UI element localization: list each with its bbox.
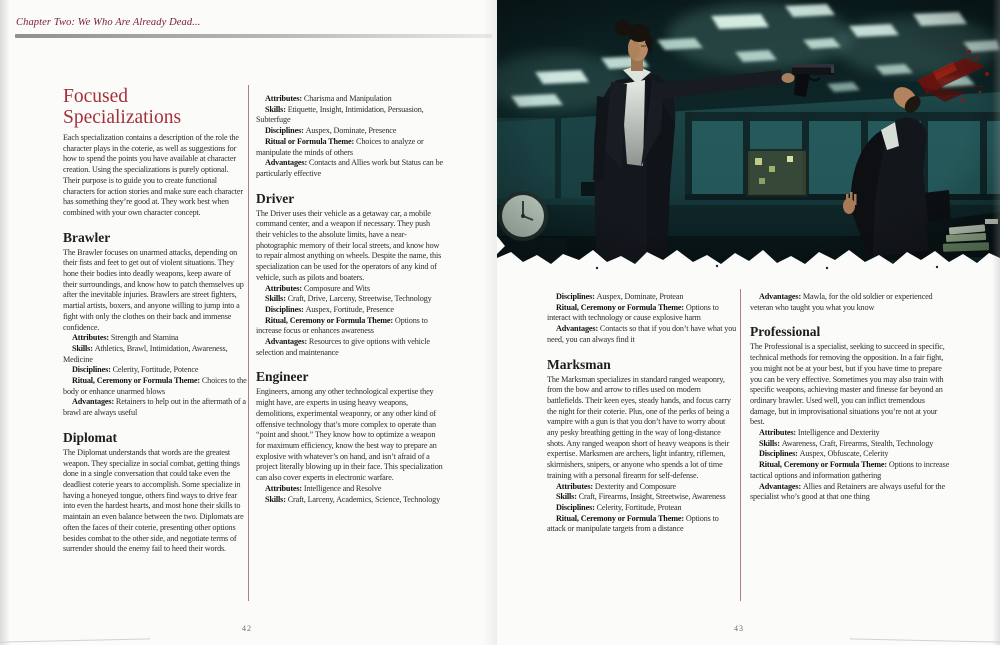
stat-label: Attributes: [72,333,111,343]
stat-line [547,292,737,303]
page-edge-left [0,0,10,645]
body-paragraph: Each specialization contains a description of the role the character plays in the coterie, as well as suggestions for how to spend the points you have available at character creation. Using the specializations is purely optional. Their purpose is to guide you to create functional characters for action stories and make sure each character has something they’re good at. They work best when combined with your own character concept. [63,133,243,217]
stat-text: Auspex, Dominate, Presence [305,126,397,136]
stat-text: Contacts and Allies work but Status can be particularly effective [256,158,443,178]
stat-label: Ritual or Formula Theme: [265,136,357,146]
stat-text: Athletics, Brawl, Intimidation, Awareness, Medicine [63,343,228,364]
chapter-header: Chapter Two: We Who Are Already Dead... [16,17,201,28]
stat-label: Ritual, Ceremony or Formula Theme: [265,315,395,325]
stat-line [547,324,737,345]
stat-line [63,365,247,376]
stat-label: Disciplines: [556,292,597,301]
stat-line [547,482,737,493]
section-heading-engineer: Engineer [256,369,309,385]
stat-text: Retainers to help out in the aftermath of a brawl are always useful [63,397,246,418]
stat-text: Choices to the body or enhance unarmed blows [63,376,247,396]
stat-line [63,397,247,418]
right-column-1 [547,292,737,535]
stat-line [63,344,247,365]
stat-text: Celerity, Fortitude, Protean [596,502,682,512]
stat-label: Disciplines: [556,502,597,512]
stat-line [750,292,952,313]
stat-label: Ritual, Ceremony or Formula Theme: [556,302,686,312]
stat-line [256,158,444,179]
stat-text: Craft, Firearms, Insight, Streetwise, Awareness [578,492,726,502]
stat-text: Allies and Retainers are always useful for the specialist who’s good at that one thing [750,481,945,502]
stat-line [256,294,444,305]
column-divider-right [740,289,741,601]
section-heading-professional: Professional [750,324,821,340]
stat-label: Disciplines: [265,126,306,136]
page-curl-bottom-left [0,638,150,642]
stat-text: Charisma and Manipulation [303,94,392,103]
page-curl-bottom-right [850,638,1000,642]
stat-text: Resources to give options with vehicle selection and maintenance [256,337,430,357]
stat-label: Skills: [265,104,288,114]
stat-line [256,495,444,506]
stat-text: Strength and Stamina [110,333,179,343]
stat-text: Options to attack or manipulate targets from a distance [547,513,719,534]
body-paragraph: The Brawler focuses on unarmed attacks, depending on their fists and feet to get out of violent situations. They hone their bodies into deadly weapons, keep aware of their surroundings, and know how to patch themselves up after the inevitable injuries. Brawlers are street fighters, martial artists, boxers, and anyone willing to jump into a fight with only the clothes on their back and immense confidence. [63,247,244,332]
stat-line [256,316,444,337]
vignette [497,0,1000,278]
stat-label: Advantages: [556,324,600,334]
section-heading-brawler: Brawler [63,229,111,245]
stat-label: Skills: [265,294,288,304]
stat-line [63,333,247,344]
stat-line [547,514,737,535]
stat-line [256,126,444,137]
stat-text: Celerity, Fortitude, Potence [112,365,199,375]
stat-line [547,303,737,324]
body-paragraph: The Marksman specializes in standard ranged weaponry, from the bow and arrow to rifles used on modern battlefields. Their keen eyes, steady hands, and focus carry the night for their coterie. Plus, one of the perks of being a vampire with a gun is that you don’t have to worry about any pesky breathing getting in the way of long-distance shots. Any ranged weapon short of heavy weapons is their expertise. Marksmen are archers, light infantry, riflemen, skirmishers, snipers, or anyone who spends a lot of time training with a personal firearm for self-defense. [547,374,731,480]
stat-text: Composure and Wits [303,283,370,293]
page-title: Focused Specializations [63,86,182,128]
stat-label: Advantages: [759,481,803,491]
stat-label: Attributes: [759,428,798,438]
body-paragraph: Engineers, among any other technological expertise they might have, are experts in using heavy weapons, demolitions, experimental weaponry, or any other kind of offensive technology that’s more complex to operate than “point and shoot.” They know how to optimize a weapon for maximum efficiency, know the best way to prepare an explosive with whatever’s on hand, and isn’t afraid of a project literally blowing up in their face. This specialization can also cover experts in electronic warfare. [256,387,443,483]
stat-label: Advantages: [72,397,116,407]
stat-text: Dexterity and Composure [594,481,677,491]
stat-text: Auspex, Obfuscate, Celerity [799,449,889,459]
section-heading-driver: Driver [256,190,295,206]
stat-line [63,376,247,397]
page-gutter-shadow [483,0,497,645]
stat-text: Choices to analyze or manipulate the minds of others [256,136,424,157]
stat-line [256,137,444,158]
stat-label: Disciplines: [72,365,113,375]
column-divider-left [248,85,249,601]
body-paragraph: The Driver uses their vehicle as a getaway car, a mobile command center, and a weapon if necessary. They push their vehicles to the absolute limits, have a near-photographic memory of their local streets, and know how to repair almost anything on wheels. Despite the name, this specialization can be used for the operators of any kind of vehicle, such as pilots and boaters. [256,208,442,282]
stat-text: Intelligence and Dexterity [797,428,880,438]
body-paragraph: The Diplomat understands that words are the greatest weapon. They specialize in social combat, getting things done in a single conversation that could take even the deadliest coterie years to accomplish. Some specialize in having a honeyed tongue, others find ways to drive fear into even the hardest hearts, and most hone their skills to maintain an even balance between the two. Diplomats are often the faces of their coterie, presenting other options besides combat to the other side, and negotiate terms of surrender should the enemy fail to heed their words. [63,447,244,554]
stat-text: Options to increase focus or enhances awareness [256,315,428,336]
stat-text: Craft, Larceny, Academics, Science, Technology [287,494,441,504]
stat-label: Ritual, Ceremony or Formula Theme: [72,376,202,386]
stat-label: Ritual, Ceremony or Formula Theme: [556,513,686,523]
illustration [497,0,1000,278]
stat-line [256,484,444,495]
page-edge-right [992,0,1000,645]
stat-line [256,105,444,126]
stat-line [547,492,737,503]
header-rule [15,34,492,38]
stat-label: Advantages: [759,292,803,301]
stat-text: Auspex, Dominate, Protean [596,292,684,301]
stat-label: Skills: [556,492,579,502]
stat-line [750,449,952,460]
stat-text: Auspex, Fortitude, Presence [305,304,394,314]
stat-line [547,503,737,514]
stat-label: Skills: [265,494,288,504]
stat-label: Disciplines: [265,304,306,314]
section-heading-diplomat: Diplomat [63,429,117,445]
left-column-1 [63,86,247,555]
stat-label: Skills: [759,438,782,448]
stat-line [750,460,952,481]
stat-label: Attributes: [556,481,595,491]
stat-label: Attributes: [265,94,304,103]
stat-label: Advantages: [265,337,309,347]
body-paragraph: The Professional is a specialist, seeking to succeed in specific, technical methods for removing the opposition. In a fair fight, you might not be at your best, but if you have time to prepare you can be very effective. Sometimes you may also train with specific weapons, achieving master and finesse far beyond an ordinary brawler. Used well, you can inflict tremendous damage, but in improvisational situations you’re not at your best. [750,342,945,427]
stat-label: Skills: [72,343,95,353]
page-number-left: 42 [242,624,252,633]
stat-text: Contacts so that if you don’t have what you need, you can always find it [547,324,737,344]
stat-text: Etiquette, Insight, Intimidation, Persuasion, Subterfuge [256,104,424,125]
stat-line [750,428,952,439]
stat-line [256,94,444,105]
stat-line [256,284,444,295]
stat-line [750,482,952,503]
stat-line [256,305,444,316]
stat-label: Attributes: [265,283,304,293]
stat-text: Options to interact with technology or cause explosive harm [547,302,719,323]
right-column-2 [750,292,952,503]
stat-text: Options to increase tactical options and information gathering [750,460,950,480]
section-heading-marksman: Marksman [547,356,611,372]
stat-label: Ritual, Ceremony or Formula Theme: [759,460,889,470]
stat-label: Attributes: [265,483,304,493]
stat-label: Advantages: [265,158,309,168]
stat-line [256,337,444,358]
stat-label: Disciplines: [759,449,800,459]
stat-text: Mawla, for the old soldier or experienced veteran who taught you what you know [750,292,933,312]
left-column-2 [256,94,444,505]
stat-text: Awareness, Craft, Firearms, Stealth, Technology [781,438,934,448]
stat-text: Craft, Drive, Larceny, Streetwise, Technology [287,294,432,304]
page-number-right: 43 [734,624,744,633]
stat-text: Intelligence and Resolve [303,483,382,493]
stat-line [750,439,952,450]
